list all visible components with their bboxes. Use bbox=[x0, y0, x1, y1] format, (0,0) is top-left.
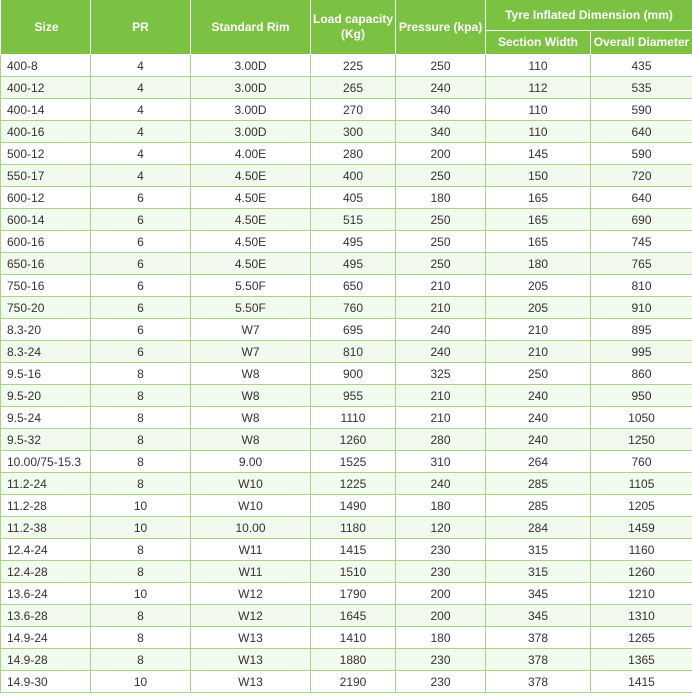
cell-load-capacity: 695 bbox=[311, 319, 396, 341]
cell-pr: 8 bbox=[91, 539, 191, 561]
table-row bbox=[1, 495, 692, 517]
cell-overall-diameter: 1365 bbox=[591, 649, 692, 671]
cell-overall-diameter: 1415 bbox=[591, 671, 692, 693]
cell-pressure: 280 bbox=[396, 429, 486, 451]
cell-pr: 6 bbox=[91, 319, 191, 341]
cell-size: 11.2-38 bbox=[1, 517, 91, 539]
cell-load-capacity: 1790 bbox=[311, 583, 396, 605]
cell-size: 13.6-28 bbox=[1, 605, 91, 627]
cell-pr: 10 bbox=[91, 495, 191, 517]
header-load-capacity: Load capacity (Kg) bbox=[311, 0, 396, 55]
cell-pressure: 240 bbox=[396, 341, 486, 363]
cell-pressure: 200 bbox=[396, 143, 486, 165]
cell-pr: 6 bbox=[91, 253, 191, 275]
cell-section-width: 315 bbox=[486, 539, 591, 561]
cell-load-capacity: 280 bbox=[311, 143, 396, 165]
cell-standard-rim: 9.00 bbox=[191, 451, 311, 473]
cell-standard-rim: 3.00D bbox=[191, 55, 311, 77]
cell-section-width: 378 bbox=[486, 627, 591, 649]
cell-pr: 8 bbox=[91, 649, 191, 671]
table-row bbox=[1, 627, 692, 649]
cell-pr: 8 bbox=[91, 363, 191, 385]
cell-section-width: 110 bbox=[486, 99, 591, 121]
cell-pr: 8 bbox=[91, 385, 191, 407]
cell-pr: 4 bbox=[91, 165, 191, 187]
cell-section-width: 345 bbox=[486, 605, 591, 627]
cell-standard-rim: 5.50F bbox=[191, 297, 311, 319]
cell-size: 600-16 bbox=[1, 231, 91, 253]
cell-overall-diameter: 1050 bbox=[591, 407, 692, 429]
cell-section-width: 285 bbox=[486, 473, 591, 495]
cell-overall-diameter: 745 bbox=[591, 231, 692, 253]
table-row bbox=[1, 649, 692, 671]
cell-overall-diameter: 1105 bbox=[591, 473, 692, 495]
cell-size: 750-20 bbox=[1, 297, 91, 319]
cell-standard-rim: W11 bbox=[191, 539, 311, 561]
cell-load-capacity: 515 bbox=[311, 209, 396, 231]
cell-load-capacity: 2190 bbox=[311, 671, 396, 693]
table-row bbox=[1, 77, 692, 99]
cell-section-width: 240 bbox=[486, 385, 591, 407]
table-row bbox=[1, 275, 692, 297]
cell-section-width: 378 bbox=[486, 671, 591, 693]
cell-size: 500-12 bbox=[1, 143, 91, 165]
cell-overall-diameter: 690 bbox=[591, 209, 692, 231]
cell-section-width: 165 bbox=[486, 231, 591, 253]
cell-load-capacity: 495 bbox=[311, 253, 396, 275]
cell-standard-rim: W13 bbox=[191, 627, 311, 649]
cell-section-width: 210 bbox=[486, 319, 591, 341]
table-row bbox=[1, 99, 692, 121]
table-row bbox=[1, 429, 692, 451]
cell-pressure: 340 bbox=[396, 99, 486, 121]
cell-standard-rim: 5.50F bbox=[191, 275, 311, 297]
cell-pressure: 310 bbox=[396, 451, 486, 473]
cell-size: 8.3-24 bbox=[1, 341, 91, 363]
cell-overall-diameter: 765 bbox=[591, 253, 692, 275]
cell-size: 750-16 bbox=[1, 275, 91, 297]
cell-section-width: 264 bbox=[486, 451, 591, 473]
cell-standard-rim: W12 bbox=[191, 583, 311, 605]
cell-pressure: 180 bbox=[396, 495, 486, 517]
cell-standard-rim: 3.00D bbox=[191, 121, 311, 143]
cell-standard-rim: 4.00E bbox=[191, 143, 311, 165]
cell-pressure: 240 bbox=[396, 77, 486, 99]
cell-load-capacity: 1180 bbox=[311, 517, 396, 539]
cell-standard-rim: W8 bbox=[191, 407, 311, 429]
cell-section-width: 240 bbox=[486, 407, 591, 429]
cell-overall-diameter: 760 bbox=[591, 451, 692, 473]
cell-overall-diameter: 590 bbox=[591, 143, 692, 165]
cell-pressure: 250 bbox=[396, 209, 486, 231]
cell-size: 9.5-20 bbox=[1, 385, 91, 407]
cell-pr: 8 bbox=[91, 627, 191, 649]
cell-overall-diameter: 1459 bbox=[591, 517, 692, 539]
cell-size: 600-12 bbox=[1, 187, 91, 209]
cell-overall-diameter: 720 bbox=[591, 165, 692, 187]
cell-standard-rim: W11 bbox=[191, 561, 311, 583]
cell-overall-diameter: 860 bbox=[591, 363, 692, 385]
cell-size: 9.5-32 bbox=[1, 429, 91, 451]
cell-pr: 6 bbox=[91, 187, 191, 209]
cell-standard-rim: 4.50E bbox=[191, 253, 311, 275]
cell-load-capacity: 810 bbox=[311, 341, 396, 363]
cell-standard-rim: W8 bbox=[191, 363, 311, 385]
table-row bbox=[1, 517, 692, 539]
cell-pr: 8 bbox=[91, 429, 191, 451]
cell-standard-rim: W13 bbox=[191, 671, 311, 693]
cell-load-capacity: 1260 bbox=[311, 429, 396, 451]
cell-load-capacity: 1880 bbox=[311, 649, 396, 671]
cell-pressure: 240 bbox=[396, 319, 486, 341]
cell-load-capacity: 400 bbox=[311, 165, 396, 187]
cell-size: 400-12 bbox=[1, 77, 91, 99]
cell-load-capacity: 225 bbox=[311, 55, 396, 77]
table-row bbox=[1, 473, 692, 495]
cell-load-capacity: 1225 bbox=[311, 473, 396, 495]
cell-load-capacity: 265 bbox=[311, 77, 396, 99]
table-row bbox=[1, 319, 692, 341]
table-row bbox=[1, 583, 692, 605]
cell-size: 400-8 bbox=[1, 55, 91, 77]
cell-pr: 6 bbox=[91, 297, 191, 319]
cell-overall-diameter: 995 bbox=[591, 341, 692, 363]
cell-pr: 4 bbox=[91, 143, 191, 165]
cell-overall-diameter: 910 bbox=[591, 297, 692, 319]
cell-size: 14.9-30 bbox=[1, 671, 91, 693]
table-row bbox=[1, 341, 692, 363]
cell-section-width: 378 bbox=[486, 649, 591, 671]
table-row bbox=[1, 451, 692, 473]
cell-overall-diameter: 640 bbox=[591, 187, 692, 209]
cell-load-capacity: 270 bbox=[311, 99, 396, 121]
cell-pressure: 250 bbox=[396, 55, 486, 77]
cell-section-width: 110 bbox=[486, 55, 591, 77]
cell-overall-diameter: 810 bbox=[591, 275, 692, 297]
table-row bbox=[1, 605, 692, 627]
header-pressure: Pressure (kpa) bbox=[396, 0, 486, 55]
cell-standard-rim: W8 bbox=[191, 385, 311, 407]
cell-size: 600-14 bbox=[1, 209, 91, 231]
cell-section-width: 240 bbox=[486, 429, 591, 451]
cell-size: 8.3-20 bbox=[1, 319, 91, 341]
cell-pressure: 210 bbox=[396, 407, 486, 429]
cell-section-width: 112 bbox=[486, 77, 591, 99]
table-row bbox=[1, 407, 692, 429]
cell-pressure: 180 bbox=[396, 627, 486, 649]
header-standard-rim: Standard Rim bbox=[191, 0, 311, 55]
cell-load-capacity: 495 bbox=[311, 231, 396, 253]
table-row bbox=[1, 121, 692, 143]
cell-load-capacity: 1110 bbox=[311, 407, 396, 429]
cell-size: 12.4-28 bbox=[1, 561, 91, 583]
cell-pr: 10 bbox=[91, 583, 191, 605]
cell-overall-diameter: 1250 bbox=[591, 429, 692, 451]
cell-overall-diameter: 950 bbox=[591, 385, 692, 407]
cell-pressure: 210 bbox=[396, 275, 486, 297]
cell-load-capacity: 650 bbox=[311, 275, 396, 297]
cell-load-capacity: 405 bbox=[311, 187, 396, 209]
cell-pr: 6 bbox=[91, 275, 191, 297]
cell-pr: 6 bbox=[91, 231, 191, 253]
cell-standard-rim: W7 bbox=[191, 319, 311, 341]
cell-size: 13.6-24 bbox=[1, 583, 91, 605]
table-row bbox=[1, 143, 692, 165]
cell-standard-rim: W12 bbox=[191, 605, 311, 627]
table-row bbox=[1, 165, 692, 187]
table-row bbox=[1, 385, 692, 407]
header-overall-diameter: Overall Diameter bbox=[591, 31, 692, 55]
cell-overall-diameter: 1160 bbox=[591, 539, 692, 561]
cell-standard-rim: W8 bbox=[191, 429, 311, 451]
table-row bbox=[1, 561, 692, 583]
cell-pressure: 230 bbox=[396, 561, 486, 583]
cell-pr: 8 bbox=[91, 605, 191, 627]
cell-size: 9.5-16 bbox=[1, 363, 91, 385]
cell-size: 12.4-24 bbox=[1, 539, 91, 561]
cell-pr: 10 bbox=[91, 671, 191, 693]
table-body bbox=[1, 55, 692, 693]
cell-section-width: 205 bbox=[486, 275, 591, 297]
cell-standard-rim: W7 bbox=[191, 341, 311, 363]
cell-size: 9.5-24 bbox=[1, 407, 91, 429]
cell-pr: 8 bbox=[91, 407, 191, 429]
cell-section-width: 250 bbox=[486, 363, 591, 385]
cell-section-width: 110 bbox=[486, 121, 591, 143]
cell-overall-diameter: 640 bbox=[591, 121, 692, 143]
cell-pr: 8 bbox=[91, 561, 191, 583]
cell-load-capacity: 1510 bbox=[311, 561, 396, 583]
cell-load-capacity: 1410 bbox=[311, 627, 396, 649]
cell-pressure: 200 bbox=[396, 583, 486, 605]
cell-pressure: 340 bbox=[396, 121, 486, 143]
cell-pressure: 240 bbox=[396, 473, 486, 495]
cell-load-capacity: 1415 bbox=[311, 539, 396, 561]
cell-overall-diameter: 1210 bbox=[591, 583, 692, 605]
header-section-width: Section Width bbox=[486, 31, 591, 55]
cell-size: 550-17 bbox=[1, 165, 91, 187]
table-row bbox=[1, 539, 692, 561]
cell-standard-rim: 4.50E bbox=[191, 187, 311, 209]
cell-size: 400-14 bbox=[1, 99, 91, 121]
cell-pr: 4 bbox=[91, 77, 191, 99]
cell-pr: 4 bbox=[91, 55, 191, 77]
cell-section-width: 145 bbox=[486, 143, 591, 165]
cell-size: 11.2-24 bbox=[1, 473, 91, 495]
cell-section-width: 180 bbox=[486, 253, 591, 275]
cell-overall-diameter: 1260 bbox=[591, 561, 692, 583]
cell-size: 14.9-24 bbox=[1, 627, 91, 649]
cell-pr: 4 bbox=[91, 121, 191, 143]
cell-overall-diameter: 535 bbox=[591, 77, 692, 99]
cell-overall-diameter: 895 bbox=[591, 319, 692, 341]
cell-overall-diameter: 590 bbox=[591, 99, 692, 121]
cell-size: 14.9-28 bbox=[1, 649, 91, 671]
cell-pressure: 250 bbox=[396, 231, 486, 253]
cell-standard-rim: 4.50E bbox=[191, 209, 311, 231]
cell-pressure: 200 bbox=[396, 605, 486, 627]
cell-overall-diameter: 435 bbox=[591, 55, 692, 77]
cell-pr: 10 bbox=[91, 517, 191, 539]
cell-pressure: 230 bbox=[396, 671, 486, 693]
cell-pressure: 325 bbox=[396, 363, 486, 385]
cell-size: 650-16 bbox=[1, 253, 91, 275]
cell-standard-rim: 3.00D bbox=[191, 99, 311, 121]
cell-pr: 8 bbox=[91, 473, 191, 495]
cell-load-capacity: 1490 bbox=[311, 495, 396, 517]
cell-section-width: 150 bbox=[486, 165, 591, 187]
table-row bbox=[1, 209, 692, 231]
cell-standard-rim: W13 bbox=[191, 649, 311, 671]
cell-pressure: 210 bbox=[396, 385, 486, 407]
cell-size: 10.00/75-15.3 bbox=[1, 451, 91, 473]
header-size: Size bbox=[1, 0, 91, 55]
cell-pr: 6 bbox=[91, 209, 191, 231]
header-tyre-inflated-dimension: Tyre Inflated Dimension (mm) bbox=[486, 0, 692, 31]
cell-pr: 8 bbox=[91, 451, 191, 473]
cell-section-width: 165 bbox=[486, 209, 591, 231]
cell-load-capacity: 760 bbox=[311, 297, 396, 319]
cell-section-width: 165 bbox=[486, 187, 591, 209]
table-header bbox=[1, 0, 692, 55]
cell-pressure: 180 bbox=[396, 187, 486, 209]
table-row bbox=[1, 253, 692, 275]
cell-section-width: 285 bbox=[486, 495, 591, 517]
table-row bbox=[1, 187, 692, 209]
cell-pressure: 210 bbox=[396, 297, 486, 319]
cell-pressure: 250 bbox=[396, 165, 486, 187]
cell-standard-rim: W10 bbox=[191, 473, 311, 495]
cell-load-capacity: 300 bbox=[311, 121, 396, 143]
cell-pressure: 230 bbox=[396, 539, 486, 561]
header-pr: PR bbox=[91, 0, 191, 55]
cell-standard-rim: 3.00D bbox=[191, 77, 311, 99]
cell-overall-diameter: 1265 bbox=[591, 627, 692, 649]
cell-size: 11.2-28 bbox=[1, 495, 91, 517]
cell-pressure: 120 bbox=[396, 517, 486, 539]
cell-pr: 4 bbox=[91, 99, 191, 121]
table-row bbox=[1, 231, 692, 253]
cell-section-width: 315 bbox=[486, 561, 591, 583]
cell-standard-rim: W10 bbox=[191, 495, 311, 517]
cell-pressure: 250 bbox=[396, 253, 486, 275]
cell-standard-rim: 4.50E bbox=[191, 165, 311, 187]
cell-size: 400-16 bbox=[1, 121, 91, 143]
table-row bbox=[1, 55, 692, 77]
cell-section-width: 210 bbox=[486, 341, 591, 363]
cell-overall-diameter: 1310 bbox=[591, 605, 692, 627]
cell-load-capacity: 1525 bbox=[311, 451, 396, 473]
cell-load-capacity: 1645 bbox=[311, 605, 396, 627]
cell-pr: 6 bbox=[91, 341, 191, 363]
table-row bbox=[1, 297, 692, 319]
cell-section-width: 205 bbox=[486, 297, 591, 319]
cell-load-capacity: 900 bbox=[311, 363, 396, 385]
cell-standard-rim: 10.00 bbox=[191, 517, 311, 539]
cell-load-capacity: 955 bbox=[311, 385, 396, 407]
cell-pressure: 230 bbox=[396, 649, 486, 671]
table-row bbox=[1, 363, 692, 385]
cell-standard-rim: 4.50E bbox=[191, 231, 311, 253]
cell-section-width: 345 bbox=[486, 583, 591, 605]
cell-overall-diameter: 1205 bbox=[591, 495, 692, 517]
table-row bbox=[1, 671, 692, 693]
cell-section-width: 284 bbox=[486, 517, 591, 539]
